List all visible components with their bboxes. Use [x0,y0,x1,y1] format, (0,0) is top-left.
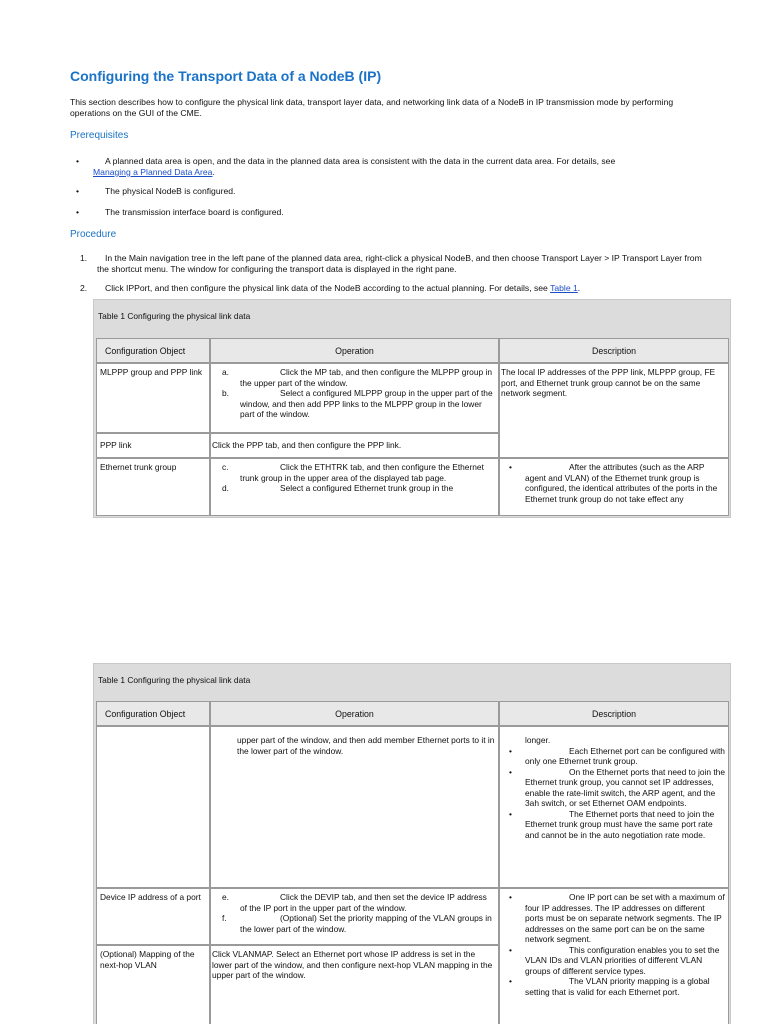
table-1 [93,299,731,518]
header-operation: Operation [210,338,499,363]
intro-paragraph: This section describes how to configure the physical link data, transport layer data, and networking link data of a NodeB in IP transmission mode by performing operations on the GUI of the CME. [70,97,674,118]
header-configuration-object: Configuration Object [96,701,210,726]
table-1-continued [93,663,731,1024]
table-row-object: MLPPP group and PPP link [96,363,210,433]
table-row-operation: Click VLANMAP. Select an Ethernet port whose IP address is set in the lower part of the window, and then configure next-hop VLAN mapping in the upper part of the window. [210,945,499,1024]
bullet-icon: • [76,207,80,217]
table-row-object [96,726,210,888]
header-description: Description [499,701,729,726]
description-bullet: • The Ethernet ports that need to join the Ethernet trunk group must have the same port rate and cannot be in the auto negotiation rate mode. [509,808,715,840]
table-row-object: PPP link [96,433,210,458]
table-row-description [499,888,729,1024]
prerequisites-heading: Prerequisites [70,130,129,141]
table-row-description: The local IP addresses of the PPP link, MLPPP group, FE port, and Ethernet trunk group cannot be on the same network segment. [499,363,729,458]
table-row-operation: upper part of the window, and then add member Ethernet ports to it in the lower part of the window. [210,726,499,888]
operation-step: e. Click the DEVIP tab, and then set the device IP address of the IP port in the upper part of the window. [222,892,487,913]
operation-step: c. Click the ETHTRK tab, and then configure the Ethernet trunk group in the upper area of the displayed tab page. [222,462,484,483]
table-caption: Table 1 Configuring the physical link data [98,311,251,321]
table-row-description: longer. • Each Ethernet port can be configured with only one Ethernet trunk group. • On the Ethernet ports that need to join the Ethernet trunk group, you cannot set IP addresses, enable the rate-limit switch, the ARP agent, and the 3ah switch, or set Ethernet OAM endpoints. • The Ethernet ports that need to join the Ethernet trunk group must have the same port rate and cannot be in the auto negotiation rate mode. [499,726,729,888]
bullet-icon: • [76,156,80,166]
header-description: Description [499,338,729,363]
prereq-text: The physical NodeB is configured. [105,186,236,196]
step-text: In the Main navigation tree in the left pane of the planned data area, right-click a physical NodeB, and then choose Transport Layer > IP Transport Layer from the shortcut menu. The window for configuring the transport data is displayed in the right pane. [97,253,702,274]
table-row-operation: Click the PPP tab, and then configure the PPP link. [210,433,499,458]
managing-planned-data-area-link[interactable]: Managing a Planned Data Area [93,167,213,177]
prereq-text: A planned data area is open, and the data in the planned data area is consistent with the data in the current data area. For details, see [105,156,616,166]
operation-step: b. Select a configured MLPPP group in the upper part of the window, and then add PPP links to the MLPPP group in the lower part of the window. [222,388,493,419]
table-1-link[interactable]: Table 1 [550,283,578,293]
description-bullet: • One IP port can be set with a maximum of four IP addresses. The IP addresses on different ports must be on separate network segments. The IP addresses on the same port can be on the same network segment. [509,892,725,944]
table-row-operation [210,363,499,433]
procedure-heading: Procedure [70,229,117,240]
table-row-object: Ethernet trunk group [96,458,210,516]
bullet-icon: • [76,186,80,196]
operation-step: a. Click the MP tab, and then configure the MLPPP group in the upper part of the window. [222,367,492,388]
table-caption: Table 1 Configuring the physical link data [98,675,251,685]
header-operation: Operation [210,701,499,726]
operation-step: d. Select a configured Ethernet trunk group in the [222,483,454,493]
document-page: Configuring the Transport Data of a NodeB (IP) This section describes how to configure the physical link data, transport layer data, and networking link data of a NodeB in IP transmission mode by performing operations on the GUI of the CME. Prerequisites • A planned data area is open, and the data in the planned data area is consistent with the data in the current data area. For details, see Managing a Planned Data Area. • The physical NodeB is configured. • The transmission interface board is configured. Procedure 1. In the Main navigation tree in the left pane of the planned data area, right-click a physical NodeB, and then choose Transport Layer > IP Transport Layer from the shortcut menu. The window for configuring the transport data is displayed in the right pane. 2. Click IPPort, and then configure the physical link data of the NodeB according to the actual planning. For details, see Table 1. Table 1 Configuring the physical link data Configuration Object Operation Description MLPPP group and PPP link a. Click the MP tab, and then configure the MLPPP group in the upper part of the window. b. Select a configured MLPPP group in the upper part of the window, and then add PPP links to the MLPPP group in the lower part of the window. The local IP addresses of the PPP link, MLPPP group, FE port, and Ethernet trunk group cannot be on the same network segment. PPP link Click the PPP tab, and then configure the PPP link. Ethernet trunk group c. Click the ETHTRK tab, and then configure the Ethernet trunk group in the upper area of the displayed tab page. d. Select a configured Ethernet trunk group in the • After the attributes (such as the ARP agent and VLAN) of the Ethernet trunk group is configured, the identical attributes of the ports in the Ethernet trunk group do not take effect any Table 1 Configuring the physical link data Configuration Object Operation Description upper part of the window, and then add member Ethernet ports to it in the lower part of the window. longer. • Each Ethernet port can be configured with only one Ethernet trunk group. • On the Ethernet ports that need to join the Ethernet trunk group, you cannot set IP addresses, enable the rate-limit switch, the ARP agent, and the 3ah switch, or set Ethernet OAM endpoints. • The Ethernet ports that need to join the Ethernet trunk group must have the same port rate and cannot be in the auto negotiation rate mode. Device IP address of a port e. Click the DEVIP tab, and then set the device IP address of the IP port in the upper part of the window. f. (Optional) Set the priority mapping of the VLAN groups in the lower part of the window. • One IP port can be set with a maximum of four IP addresses. The IP addresses on different ports must be on separate network segments. The IP addresses on the same port can be on the same network segment. • This configuration enables you to set the VLAN IDs and VLAN priorities of different VLAN groups of different service types. • The VLAN priority mapping is a global setting that is valid for each Ethernet port. (Optional) Mapping of the next-hop VLAN Click VLANMAP. Select an Ethernet port whose IP address is set in the lower part of the window, and then configure next-hop VLAN mapping in the upper part of the window. [0,0,768,1024]
table-row-object: (Optional) Mapping of the next-hop VLAN [96,945,210,1024]
table-row-object: Device IP address of a port [96,888,210,945]
description-bullet: • On the Ethernet ports that need to join the Ethernet trunk group, you cannot set IP addresses, enable the rate-limit switch, the ARP agent, and the 3ah switch, or set Ethernet OAM endpoints. [509,766,725,808]
operation-step: f. (Optional) Set the priority mapping of the VLAN groups in the lower part of the window. [222,913,492,934]
table-row-operation [210,458,499,516]
prereq-text: The transmission interface board is configured. [105,207,284,217]
description-bullet: • This configuration enables you to set the VLAN IDs and VLAN priorities of different VLAN groups of different service types. [509,944,720,976]
description-bullet: • The VLAN priority mapping is a global setting that is valid for each Ethernet port. [509,976,710,997]
description-bullet: • After the attributes (such as the ARP agent and VLAN) of the Ethernet trunk group is configured, the identical attributes of the ports in the Ethernet trunk group do not take effect any [509,462,718,504]
step-text: Click IPPort, and then configure the physical link data of the NodeB according to the actual planning. For details, see [105,283,548,293]
page-title: Configuring the Transport Data of a NodeB (IP) [70,68,382,84]
table-row-operation [210,888,499,945]
header-configuration-object: Configuration Object [96,338,210,363]
description-bullet: • Each Ethernet port can be configured with only one Ethernet trunk group. [509,745,725,766]
table-row-description [499,458,729,516]
